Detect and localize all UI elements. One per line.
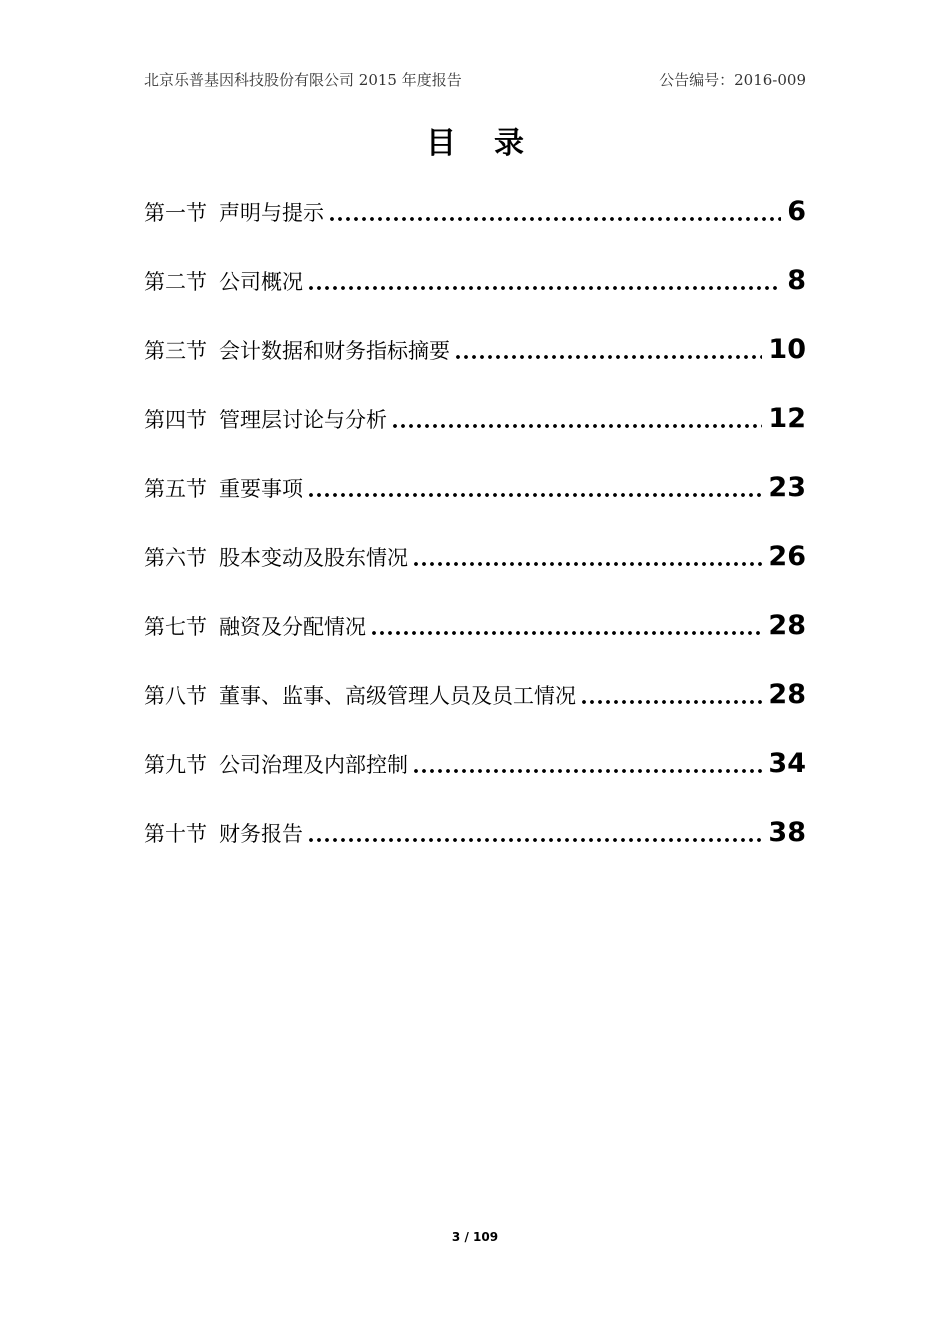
toc-entry-5[interactable] bbox=[144, 466, 806, 535]
toc-section-number: 第四节 bbox=[144, 408, 207, 432]
toc-entry-3[interactable] bbox=[144, 328, 806, 397]
toc-section-number: 第八节 bbox=[144, 684, 207, 708]
toc-section-title: 董事、监事、高级管理人员及员工情况 bbox=[219, 684, 576, 708]
toc-section-number: 第五节 bbox=[144, 477, 207, 501]
toc-section-number: 第六节 bbox=[144, 546, 207, 570]
toc-page-number: 6 bbox=[787, 196, 806, 227]
toc-page-number: 38 bbox=[768, 817, 806, 848]
dot-leader bbox=[412, 561, 762, 567]
table-of-contents bbox=[144, 190, 806, 880]
toc-section-title: 融资及分配情况 bbox=[219, 615, 366, 639]
toc-section-number: 第七节 bbox=[144, 615, 207, 639]
toc-entry-9[interactable] bbox=[144, 742, 806, 811]
toc-section-title: 声明与提示 bbox=[219, 201, 324, 225]
toc-title: 目录 bbox=[426, 126, 562, 161]
toc-section-number: 第二节 bbox=[144, 270, 207, 294]
toc-section-title: 重要事项 bbox=[219, 477, 303, 501]
toc-page-number: 12 bbox=[768, 403, 806, 434]
dot-leader bbox=[328, 216, 781, 222]
toc-entry-6[interactable] bbox=[144, 535, 806, 604]
report-title-header: 北京乐普基因科技股份有限公司 2015 年度报告 bbox=[144, 70, 462, 89]
toc-entry-8[interactable] bbox=[144, 673, 806, 742]
announcement-number: 公告编号：2016-009 bbox=[659, 70, 806, 89]
toc-page-number: 10 bbox=[768, 334, 806, 365]
dot-leader bbox=[307, 492, 762, 498]
toc-entry-1[interactable] bbox=[144, 190, 806, 259]
dot-leader bbox=[307, 285, 781, 291]
toc-section-title: 会计数据和财务指标摘要 bbox=[219, 339, 450, 363]
toc-section-title: 股本变动及股东情况 bbox=[219, 546, 408, 570]
toc-section-title: 公司概况 bbox=[219, 270, 303, 294]
dot-leader bbox=[307, 837, 762, 843]
toc-page-number: 28 bbox=[768, 679, 806, 710]
toc-section-number: 第三节 bbox=[144, 339, 207, 363]
page-header bbox=[144, 68, 806, 90]
toc-section-title: 公司治理及内部控制 bbox=[219, 753, 408, 777]
toc-page-number: 28 bbox=[768, 610, 806, 641]
toc-page-number: 26 bbox=[768, 541, 806, 572]
dot-leader bbox=[391, 423, 762, 429]
toc-entry-10[interactable] bbox=[144, 811, 806, 880]
toc-entry-4[interactable] bbox=[144, 397, 806, 466]
toc-entry-2[interactable] bbox=[144, 259, 806, 328]
toc-section-title: 管理层讨论与分析 bbox=[219, 408, 387, 432]
toc-section-number: 第一节 bbox=[144, 201, 207, 225]
toc-entry-7[interactable] bbox=[144, 604, 806, 673]
toc-section-number: 第九节 bbox=[144, 753, 207, 777]
toc-page-number: 34 bbox=[768, 748, 806, 779]
dot-leader bbox=[454, 354, 762, 360]
toc-section-number: 第十节 bbox=[144, 822, 207, 846]
toc-page-number: 23 bbox=[768, 472, 806, 503]
dot-leader bbox=[370, 630, 762, 636]
page-indicator: 3 / 109 bbox=[451, 1230, 499, 1244]
dot-leader bbox=[412, 768, 762, 774]
dot-leader bbox=[580, 699, 762, 705]
toc-section-title: 财务报告 bbox=[219, 822, 303, 846]
toc-page-number: 8 bbox=[787, 265, 806, 296]
